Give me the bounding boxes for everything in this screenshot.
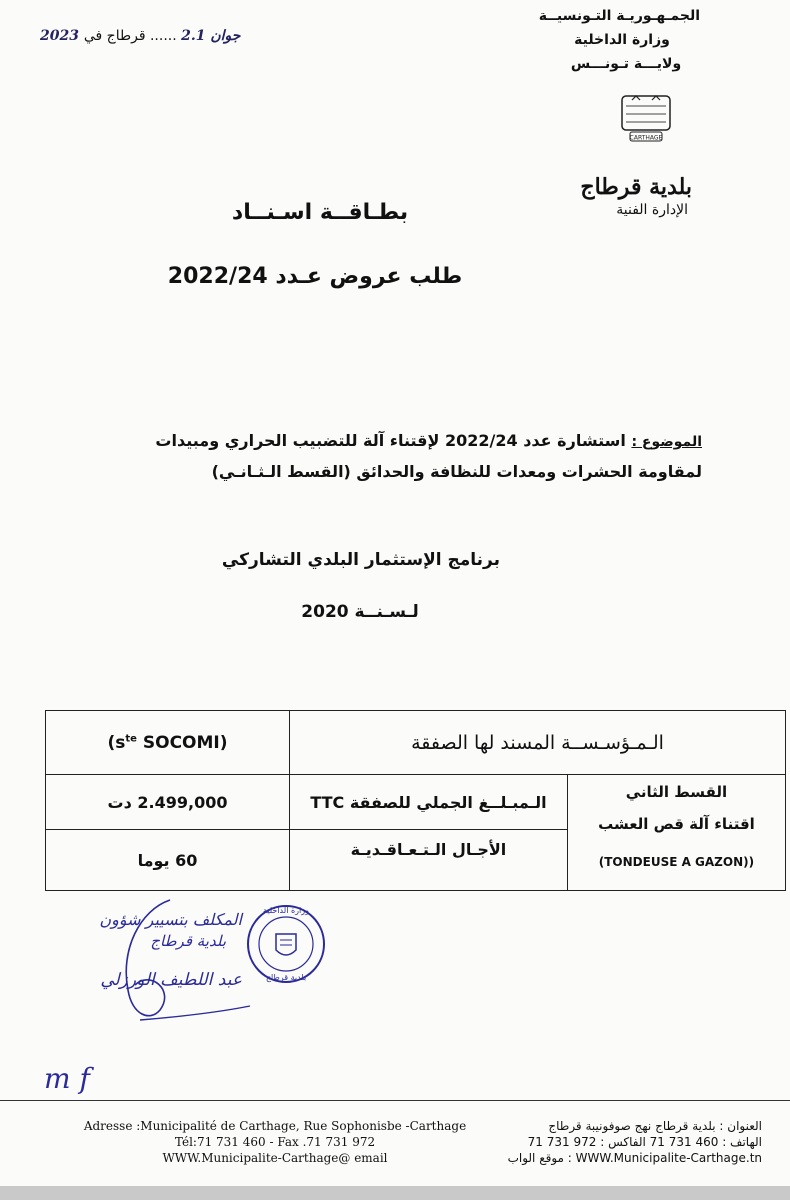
date-value: 2023 جوان 2.1	[40, 28, 241, 44]
date-label: قرطاج في	[83, 28, 146, 44]
footer-divider	[0, 1100, 790, 1101]
municipality-name: بلدية قرطاج	[580, 174, 692, 200]
lot-french: (TONDEUSE A GAZON))	[598, 855, 755, 869]
delay-value: 60 يوما	[46, 830, 290, 891]
delay-label: الأجـال الـتـعـاقـديـة	[290, 830, 568, 891]
awardee-label: الـمـؤسـســة المسند لها الصفقة	[290, 711, 786, 775]
lot-title: القسط الثاني	[625, 783, 728, 801]
carthage-emblem	[616, 92, 676, 150]
lot-cell	[567, 775, 785, 891]
governorate-title: ولايـــة تـونـــس	[570, 56, 682, 72]
scan-edge	[0, 1186, 790, 1200]
tender-number: طلب عروض عـدد 2022/24	[167, 264, 463, 289]
subject-label: الموضوع :	[631, 434, 702, 450]
award-table	[45, 710, 786, 891]
program-name: برنامج الإستثمار البلدي التشاركي	[221, 550, 500, 570]
document-title: بطـاقــة اسـنــاد	[231, 200, 409, 225]
department-name: الإدارة الفنية	[616, 202, 688, 218]
svg-text:وزارة الداخلية: وزارة الداخلية	[263, 906, 309, 915]
signatory-name: عبد اللطيف الورزلي	[100, 970, 242, 990]
amount-value: 2.499,000 دت	[46, 775, 290, 830]
footer-address-fr: Adresse :Municipalité de Carthage, Rue Sophonisbe -Carthage Tél:71 731 460 - Fax .71 731 972 WWW.Municipalite-Carthage@ email	[83, 1119, 467, 1165]
subject-text: استشارة عدد 2022/24 لإقتناء آلة للتضبيب الحراري ومبيدات لمقاومة الحشرات ومعدات للنظافة والحدائق (القسط الـثـانـي)	[155, 431, 702, 481]
footer-address-ar: العنوان : بلدية قرطاج نهج صوفونيبة قرطاج الهاتف : 460 731 71 الفاكس : 972 731 71 WWW.Municipalite-Carthage.tn : موقع الواب	[507, 1119, 762, 1165]
program-year: لـسـنــة 2020	[301, 602, 419, 622]
date-line: 2023 جوان 2.1 ...... قرطاج في	[40, 28, 241, 44]
signatory-entity: بلدية قرطاج	[150, 932, 226, 950]
handwritten-initials: m f	[44, 1062, 90, 1095]
awardee-value: ($s^{te}$ SOCOMI)	[46, 711, 290, 775]
svg-text:CARTHAGE: CARTHAGE	[629, 134, 663, 142]
republic-title: الجمـهـوريـة التـونسيــة	[538, 8, 700, 24]
subject-paragraph	[88, 426, 702, 487]
signatory-title: المكلف بتسيير شؤون	[99, 910, 242, 929]
official-stamp	[248, 906, 324, 982]
amount-label: الـمبـلــغ الجملي للصفقة TTC	[290, 775, 568, 830]
signature-block	[80, 890, 340, 1030]
lot-description: اقتناء آلة قص العشب	[598, 815, 755, 833]
svg-text:بلدية قرطاج: بلدية قرطاج	[265, 973, 307, 982]
ministry-title: وزارة الداخلية	[574, 32, 670, 48]
